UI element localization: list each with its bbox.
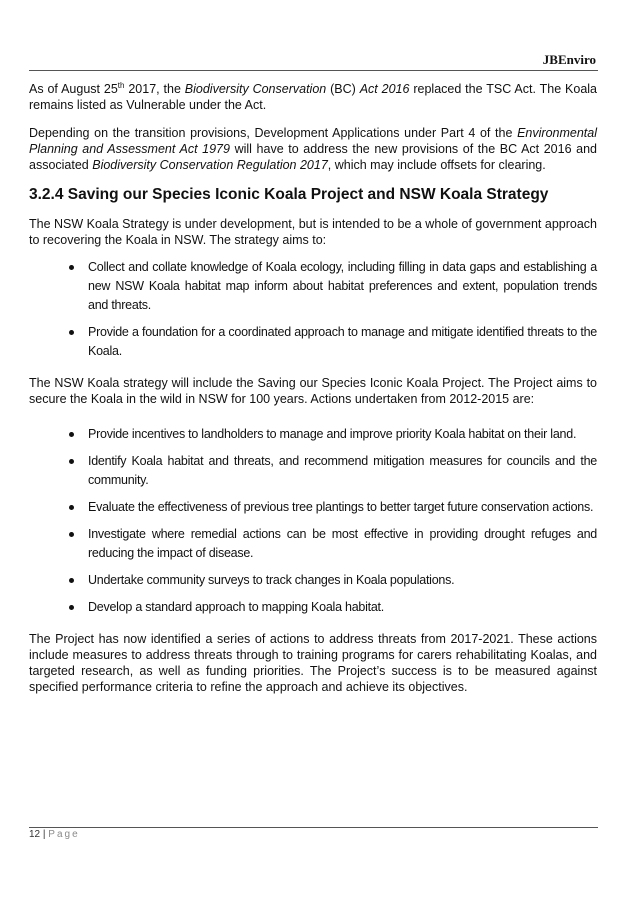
strategy-aims-list [29, 258, 597, 361]
bullet-item [29, 571, 597, 590]
footer-separator: | [40, 829, 49, 840]
bullet-item [29, 498, 597, 517]
text-run: will have to address the new provisions of the BC Act 2016 and associated [29, 142, 598, 172]
bullet-dot-icon [69, 505, 74, 510]
bullet-text: Investigate where remedial actions can be most effective in providing drought refuges and reducing the impact of disease. [88, 527, 597, 560]
text-run: , which may include offsets for clearing. [327, 158, 546, 172]
paragraph-strategy: The NSW Koala Strategy is under development, but is intended to be a whole of government approach to recovering the Koala in NSW. The strategy aims to: [29, 217, 597, 247]
bullet-item [29, 598, 597, 617]
text-run: replaced the TSC Act. The Koala remains listed as Vulnerable under the Act. [29, 82, 598, 112]
bullet-text: Provide a foundation for a coordinated approach to manage and mitigate identified threats to the Koala. [88, 325, 597, 358]
header-rule [29, 70, 598, 71]
paragraph-bc-act [29, 81, 597, 113]
page-content [29, 81, 597, 707]
italic-act-title: Act 2016 [359, 82, 410, 96]
paragraph-transition [29, 125, 597, 173]
bullet-dot-icon [69, 605, 74, 610]
footer-rule [29, 827, 598, 828]
bullet-item [29, 323, 597, 361]
page-number: 12 [29, 829, 41, 840]
bullet-text: Undertake community surveys to track changes in Koala populations. [88, 573, 455, 587]
text-run: As of August 25 [29, 82, 118, 96]
bullet-dot-icon [69, 459, 74, 464]
superscript: th [117, 80, 125, 90]
bullet-dot-icon [69, 432, 74, 437]
italic-act-title: Biodiversity Conservation [184, 82, 327, 96]
page-footer [29, 829, 80, 840]
page-label: Page [48, 829, 80, 840]
bullet-dot-icon [69, 578, 74, 583]
text-run: 2017, the [124, 82, 185, 96]
bullet-text: Evaluate the effectiveness of previous tree plantings to better target future conservation actions. [88, 500, 594, 514]
bullet-dot-icon [69, 330, 74, 335]
bullet-text: Develop a standard approach to mapping Koala habitat. [88, 600, 384, 614]
bullet-dot-icon [69, 265, 74, 270]
actions-list [29, 425, 597, 617]
bullet-item [29, 258, 597, 315]
header-brand: JBEnviro [542, 52, 596, 67]
italic-regulation-title: Biodiversity Conservation Regulation 2017 [92, 158, 328, 172]
paragraph-project: The NSW Koala strategy will include the Saving our Species Iconic Koala Project. The Project aims to secure the Koala in the wild in NSW for 100 years. Actions undertaken from 2012-2015 are: [29, 376, 597, 406]
bullet-item [29, 425, 597, 444]
bullet-item [29, 525, 597, 563]
bullet-text: Collect and collate knowledge of Koala ecology, including filling in data gaps and establishing a new NSW Koala habitat map inform about habitat preferences and extent, population trends and threats. [88, 260, 597, 312]
bullet-text: Identify Koala habitat and threats, and recommend mitigation measures for councils and the community. [88, 454, 597, 487]
bullet-item [29, 452, 597, 490]
section-heading: 3.2.4 Saving our Species Iconic Koala Project and NSW Koala Strategy [29, 186, 549, 203]
text-run: (BC) [326, 82, 360, 96]
italic-act-title: Environmental Planning and Assessment Act 1979 [29, 126, 597, 156]
bullet-dot-icon [69, 532, 74, 537]
text-run: Depending on the transition provisions, Development Applications under Part 4 of the [29, 126, 518, 140]
paragraph-project-actions: The Project has now identified a series of actions to address threats from 2017-2021. These actions include measures to address threats through to training programs for carers rehabilitating Koalas, and targeted research, as well as funding priorities. The Project’s success is to be measured against specified performance criteria to refine the approach and achieve its objectives. [29, 632, 597, 694]
bullet-text: Provide incentives to landholders to manage and improve priority Koala habitat on their land. [88, 427, 577, 441]
